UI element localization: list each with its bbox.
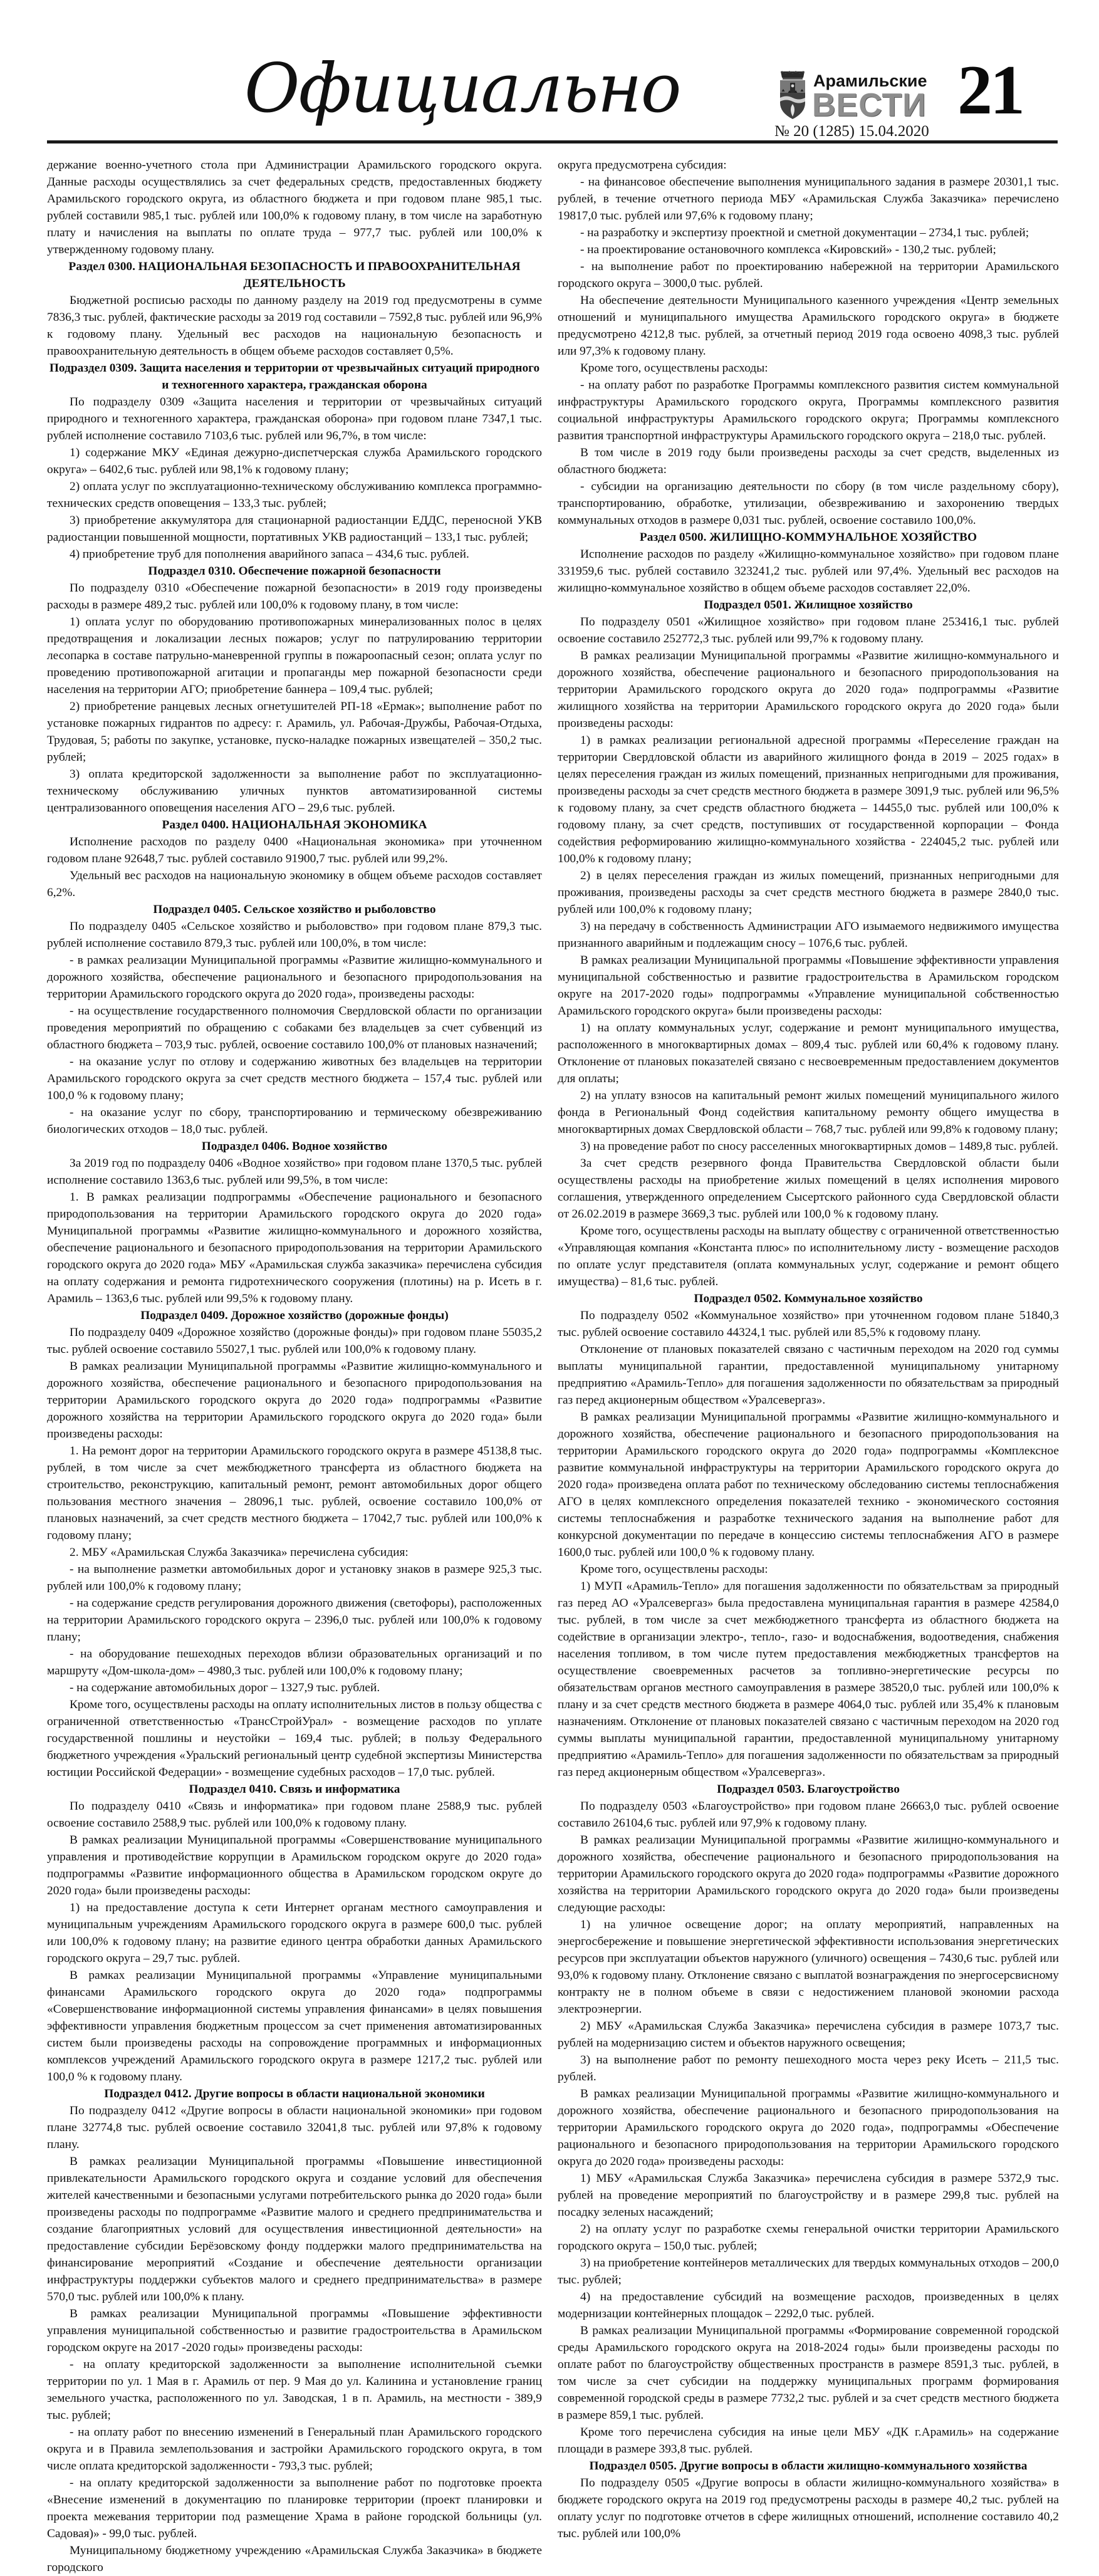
section-heading: Раздел 0500. ЖИЛИЩНО-КОММУНАЛЬНОЕ ХОЗЯЙСТВО xyxy=(639,531,977,544)
body-paragraph: В рамках реализации Муниципальной программы «Совершенствование муниципального управления и противодействие коррупции в Арамильском городском округе до 2020 года» подпрограммы «Развитие информационного общества в Арамильском городском округе до 2020 года» были произведены расходы: xyxy=(47,1833,542,1897)
body-paragraph: Исполнение расходов по разделу «Жилищно-коммунальное хозяйство» при годовом плане 331959,6 тыс. рублей составило 323241,2 тыс. рублей или 97,4%. Удельный вес расходов на жилищно-коммунальное хозяйство в общем объеме расходов составляет 22,0%. xyxy=(558,548,1059,595)
body-paragraph: 1. На ремонт дорог на территории Арамильского городского округа в размере 45138,8 тыс. рублей, в том числе за счет межбюджетного трансферта из областного бюджета на строительство, реконструкцию, капитальный ремонт, ремонт автомобильных дорог общего пользования местного значения – 28096,1 тыс. рублей, освоение составило 100,0% от плановых назначений, за счет средств местного бюджета – 17042,7 тыс. рублей или 100,0% к годовому плану; xyxy=(47,1444,542,1542)
body-paragraph: 1) на оплату коммунальных услуг, содержание и ремонт муниципального имущества, расположенного в многоквартирных домах – 809,4 тыс. рублей или 60,4% к годовому плану. Отклонение от плановых показателей связано с несвоевременным предоставлением документов для оплаты; xyxy=(558,1021,1059,1085)
masthead xyxy=(0,0,1099,155)
body-paragraph: 3) на передачу в собственность Администрации АГО изымаемого недвижимого имущества признанного аварийным и подлежащим сносу – 1076,6 тыс. рублей. xyxy=(558,920,1059,950)
section-heading: Подраздел 0502. Коммунальное хозяйство xyxy=(694,1292,923,1305)
body-paragraph: Исполнение расходов по разделу 0400 «Национальная экономика» при уточненном годовом плане 92648,7 тыс. рублей составило 91900,7 тыс. рублей или 99,2%. xyxy=(47,835,542,865)
body-paragraph: В рамках реализации Муниципальной программы «Формирование современной городской среды Арамильского городского округа на 2018-2024 годы» были произведены расходы по оплате работ по благоустройству общественных пространств в размере 8591,3 тыс. рублей, в том числе за счет субсидии на поддержку муниципальных программ формирования современной городской среды в размере 7732,2 тыс. рублей и за счет средств местного бюджета в размере 859,1 тыс. рублей. xyxy=(558,2324,1059,2422)
body-paragraph: Кроме того перечислена субсидия на иные цели МБУ «ДК г.Арамиль» на содержание площади в размере 393,8 тыс. рублей. xyxy=(558,2426,1059,2456)
body-paragraph: - на разработку и экспертизу проектной и сметной документации – 2734,1 тыс. рублей; xyxy=(580,226,1029,239)
page-number: 21 xyxy=(957,51,1023,129)
body-paragraph: - на финансовое обеспечение выполнения муниципального задания в размере 20301,1 тыс. рублей, в течение отчетного периода МБУ «Арамильская Служба Заказчика» перечислено 19817,0 тыс. рублей или 97,6% к годовому плану; xyxy=(558,175,1059,222)
body-paragraph: 1) МУП «Арамиль-Тепло» для погашения задолженности по обязательствам за природный газ перед АО «Уралсевергаз» была предоставлена муниципальная гарантия в размере 42584,0 тыс. рублей, в том числе за счет межбюджетного трансферта из областного бюджета на содействие в организации электро-, тепло-, газо- и водоснабжения, водоотведения, снабжения населения топливом, в том числе путем предоставления межбюджетных трансфертов на осуществление своевременных расчетов за топливно-энергетические ресурсы по обязательствам органов местного самоуправления в размере 38520,0 тыс. рублей или 100,0% к плану и за счет средств местного бюджета в размере 4064,0 тыс. рублей или 35,4% к плановым назначениям. Отклонение от плановых показателей связано с частичным переходом на 2020 год суммы выплаты муниципальной гарантии, предоставленной муниципальному унитарному предприятию «Арамиль-Тепло» для погашения задолженности по обязательствам за природный газ перед акционерным обществом «Уралсевергаз». xyxy=(558,1580,1059,1779)
body-paragraph: 1) на уличное освещение дорог; на оплату мероприятий, направленных на энергосбережение и повышение энергетической эффективности использования энергетических ресурсов при эксплуатации объектов наружного (уличного) освещения – 7430,6 тыс. рублей или 93,0% к годовому плану. Отклонение связано с выплатой вознаграждения по энергосерсвисному контракту не в полном объеме в связи с недостижением плановой экономии расхода электроэнергии. xyxy=(558,1918,1059,2016)
body-paragraph: - в рамках реализации Муниципальной программы «Развитие жилищно-коммунального и дорожного хозяйства, обеспечение рационального и безопасного природопользования на территории Арамильского городского округа до 2020 года», произведены расходы: xyxy=(47,954,542,1001)
body-paragraph: - на оборудование пешеходных переходов вблизи образовательных организаций и по маршруту «Дом-школа-дом» – 4980,3 тыс. рублей или 100,0% к годовому плану; xyxy=(47,1647,542,1677)
newspaper-name-bottom: ВЕСТИ xyxy=(812,87,927,123)
body-paragraph: - на осуществление государственного полномочия Свердловской области по организации проведения мероприятий по обращению с собаками без владельцев за счет субвенций из областного бюджета – 703,9 тыс. рублей, освоение составило 100,0% от плановых назначений; xyxy=(47,1004,542,1051)
issue-info: № 20 (1285) 15.04.2020 xyxy=(774,123,929,140)
body-paragraph: По подразделу 0505 «Другие вопросы в области жилищно-коммунального хозяйства» в бюджете городского округа на 2019 год предусмотрены расходы в размере 40,2 тыс. рублей на оплату услуг по подготовке отчетов в сфере жилищных отношений, исполнение составило 40,2 тыс. рублей или 100,0% xyxy=(558,2476,1059,2540)
body-paragraph: В рамках реализации Муниципальной программы «Повышение эффективности управления муниципальной собственностью и развитие градостроительства в Арамильском городском округе на 2017 -2020 годы» произведены расходы: xyxy=(47,2307,542,2354)
body-paragraph: В рамках реализации Муниципальной программы «Развитие жилищно-коммунального и дорожного хозяйства, обеспечение рационального и безопасного природопользования на территории Арамильского городского округа до 2020 года» подпрограммы «Развитие дорожного хозяйства на территории Арамильского городского округа до 2020 года» были произведены расходы: xyxy=(47,1360,542,1441)
section-heading: Подраздел 0309. Защита населения и территории от чрезвычайных ситуаций природного и техногенного характера, гражданская оборона xyxy=(49,362,540,392)
body-paragraph: Муниципальному бюджетному учреждению «Арамильская Служба Заказчика» в бюджете городского xyxy=(47,2544,542,2574)
body-paragraph: На обеспечение деятельности Муниципального казенного учреждения «Центр земельных отношений и муниципального имущества Арамильского городского округа» в бюджете предусмотрено 4212,8 тыс. рублей, за отчетный период 2019 года освоено 4098,3 тыс. рублей или 97,3% к годовому плану. xyxy=(558,294,1059,358)
body-paragraph: В том числе в 2019 году были произведены расходы за счет средств, выделенных из областного бюджета: xyxy=(558,446,1059,476)
body-paragraph: 1) в рамках реализации региональной адресной программы «Переселение граждан на территории Свердловской области из аварийного жилищного фонда в 2019 – 2025 годах» в целях переселения граждан из жилых помещений, признанных непригодными для проживания, произведены расходы за счет средств местного бюджета в размере 3091,9 тыс. рублей или 96,5% к годовому плану, за счет средств областного бюджета – 14455,0 тыс. рублей или 100,0% к годовому плану, за счет средств, поступивших от государственной корпорации – Фонда содействия реформированию жилищно-коммунального хозяйства - 224045,2 тыс. рублей или 100,0% к годовому плану; xyxy=(558,734,1059,865)
section-heading: Раздел 0300. НАЦИОНАЛЬНАЯ БЕЗОПАСНОСТЬ И ПРАВООХРАНИТЕЛЬНАЯ ДЕЯТЕЛЬНОСТЬ xyxy=(68,260,521,290)
body-paragraph: За счет средств резервного фонда Правительства Свердловской области были осуществлены расходы на приобретение жилых помещений в целях исполнения мирового соглашения, утвержденного определением Сысертского районного суда Свердловской области от 26.02.2019 в размере 3669,3 тыс. рублей или 100,0 % к годовому плану. xyxy=(558,1157,1059,1221)
body-paragraph: - на выполнение работ по проектированию набережной на территории Арамильского городского округа – 3000,0 тыс. рублей. xyxy=(558,260,1059,290)
body-paragraph: Кроме того, осуществлены расходы: xyxy=(580,362,768,375)
body-paragraph: 3) на проведение работ по сносу расселенных многоквартирных домов – 1489,8 тыс. рублей. xyxy=(580,1140,1058,1153)
body-paragraph: Кроме того, осуществлены расходы на оплату исполнительных листов в пользу общества с ограниченной ответственностью «ТрансСтройУрал» - возмещение расходов по уплате государственной пошлины и неустойки – 169,4 тыс. рублей; в пользу Федерального бюджетного учреждения «Уральский региональный центр судебной экспертизы Министерства юстиции Российской Федерации» - возмещение судебных расходов – 17,0 тыс. рублей. xyxy=(47,1698,542,1779)
section-heading: Подраздел 0405. Сельское хозяйство и рыболовство xyxy=(153,903,436,916)
body-paragraph: - на оказание услуг по отлову и содержанию животных без владельцев на территории Арамильского городского округа за счет средств местного бюджета – 157,4 тыс. рублей или 100,0 % к годовому плану; xyxy=(47,1055,542,1102)
body-paragraph: 1) МБУ «Арамильская Служба Заказчика» перечислена субсидия в размере 5372,9 тыс. рублей на проведение мероприятий по благоустройству и в размере 299,8 тыс. рублей на посадку зеленых насаждений; xyxy=(558,2172,1059,2219)
body-paragraph: 2) на уплату взносов на капитальный ремонт жилых помещений муниципального жилого фонда в Региональный Фонд содействия капитальному ремонту общего имущества в многоквартирных домах Свердловской области – 768,7 тыс. рублей или 99,8% к годовому плану; xyxy=(558,1089,1059,1136)
body-paragraph: - на содержание автомобильных дорог – 1327,9 тыс. рублей. xyxy=(70,1681,380,1694)
body-paragraph: 1) оплата услуг по оборудованию противопожарных минерализованных полос в целях предотвращения и локализации лесных пожаров; услуг по патрулированию территории лесопарка в составе патрульно-маневренной группы в пожароопасный сезон; оплата услуг по проведению противопожарной агитации и пропаганды мер пожарной безопасности среди населения на территории АГО; приобретение баннера – 109,4 тыс. рублей; xyxy=(47,615,542,696)
left-column xyxy=(47,157,542,2576)
body-paragraph: Отклонение от плановых показателей связано с частичным переходом на 2020 год суммы выплаты муниципальной гарантии, предоставленной муниципальному унитарному предприятию «Арамиль-Тепло» для погашения задолженности по обязательствам за природный газ перед акционерным обществом «Уралсевергаз». xyxy=(558,1343,1059,1407)
body-paragraph: 2) приобретение ранцевых лесных огнетушителей РП-18 «Ермак»; выполнение работ по установке пожарных гидрантов по адресу: г. Арамиль, ул. Рабочая-Дружбы, Рабочая-Отдыха, Трудовая, 5; работы по закупке, установке, пуско-наладке пожарных извещателей – 350,2 тыс. рублей; xyxy=(47,700,542,764)
body-paragraph: 3) на приобретение контейнеров металлических для твердых коммунальных отходов – 200,0 тыс. рублей; xyxy=(558,2256,1059,2287)
body-paragraph: 1) на предоставление доступа к сети Интернет органам местного самоуправления и муниципальным учреждениям Арамильского городского округа в размере 600,0 тыс. рублей или 100,0% к годовому плану; на развитие единого центра обработки данных Арамильского городского округа – 29,7 тыс. рублей. xyxy=(47,1901,542,1965)
body-paragraph: Кроме того, осуществлены расходы: xyxy=(580,1563,768,1576)
body-paragraph: По подразделу 0502 «Коммунальное хозяйство» при уточненном годовом плане 51840,3 тыс. рублей освоение составило 44324,1 тыс. рублей или 85,5% к годовому плану. xyxy=(558,1309,1059,1339)
body-paragraph: По подразделу 0310 «Обеспечение пожарной безопасности» в 2019 году произведены расходы в размере 489,2 тыс. рублей или 100,0% к годовому плану, в том числе: xyxy=(47,581,542,612)
body-paragraph: 2) МБУ «Арамильская Служба Заказчика» перечислена субсидия в размере 1073,7 тыс. рублей на модернизацию систем и объектов наружного освещения; xyxy=(558,2020,1059,2050)
body-paragraph: В рамках реализации Муниципальной программы «Развитие жилищно-коммунального и дорожного хозяйства, обеспечение рационального и безопасного природопользования на территории Арамильского городского округа до 2020 года» подпрограммы «Развитие жилищного хозяйства на территории Арамильского городского округа до 2020 года» были произведены расходы: xyxy=(558,649,1059,730)
body-paragraph: 2) оплата услуг по эксплуатационно-техническому обслуживанию комплекса программно-технических средств оповещения – 133,3 тыс. рублей; xyxy=(47,480,542,510)
body-paragraph: В рамках реализации Муниципальной программы «Повышение инвестиционной привлекательности Арамильского городского округа и создание условий для обеспечения жителей качественными и безопасными услугами потребительского рынка до 2020 года» были произведены расходы по подпрограмме «Развитие малого и среднего предпринимательства и создание благоприятных условий для осуществления инвестиционной деятельности» на предоставление субсидии Берёзовскому фонду поддержки малого предпринимательства на финансирование мероприятий «Создание и обеспечение деятельности организации инфраструктуры поддержки субъектов малого и среднего предпринимательства» в размере 570,0 тыс. рублей или 100,0% к плану. xyxy=(47,2155,542,2303)
body-paragraph: 1) содержание МКУ «Единая дежурно-диспетчерская служба Арамильского городского округа» – 6402,6 тыс. рублей или 98,1% к годовому плану; xyxy=(47,446,542,476)
section-heading: Раздел 0400. НАЦИОНАЛЬНАЯ ЭКОНОМИКА xyxy=(162,818,427,832)
body-paragraph: - на содержание средств регулирования дорожного движения (светофоры), расположенных на территории Арамильского городского округа – 2396,0 тыс. рублей или 100,0% к годовому плану; xyxy=(47,1597,542,1644)
body-paragraph: 2. МБУ «Арамильская Служба Заказчика» перечислена субсидия: xyxy=(70,1546,409,1559)
body-paragraph: По подразделу 0503 «Благоустройство» при годовом плане 26663,0 тыс. рублей освоение составило 26104,6 тыс. рублей или 97,9% к годовому плану. xyxy=(558,1800,1059,1830)
body-paragraph: - на оплату кредиторской задолженности за выполнение исполнительной съемки территории по ул. 1 Мая в г. Арамиль от пер. 9 Мая до ул. Калинина и установление границ земельного участка, расположенного по ул. Заводская, 1 в п. Арамиль, на местности - 389,9 тыс. рублей; xyxy=(47,2358,542,2422)
page-section-title: Официально xyxy=(244,50,680,128)
section-heading: Подраздел 0410. Связь и информатика xyxy=(189,1783,400,1796)
body-paragraph: 4) приобретение труб для пополнения аварийного запаса – 434,6 тыс. рублей. xyxy=(70,548,469,561)
body-paragraph: Бюджетной росписью расходы по данному разделу на 2019 год предусмотрены в сумме 7836,3 тыс. рублей, фактические расходы за 2019 год составили – 7592,8 тыс. рублей или 96,9% к годовому плану. Удельный вес расходов на национальную безопасность и правоохранительную деятельность в общем объеме расходов составляет 0,5%. xyxy=(47,294,542,358)
body-paragraph: 2) в целях переселения граждан из жилых помещений, признанных непригодными для проживания, произведены расходы за счет средств местного бюджета в размере 2840,0 тыс. рублей или 100,0% к годовому плану; xyxy=(558,869,1059,916)
body-paragraph: - на выполнение разметки автомобильных дорог и установку знаков в размере 925,3 тыс. рублей или 100,0% к годовому плану; xyxy=(47,1563,542,1593)
section-heading: Подраздел 0503. Благоустройство xyxy=(717,1783,900,1796)
body-paragraph: В рамках реализации Муниципальной программы «Развитие жилищно-коммунального и дорожного хозяйства, обеспечение рационального и безопасного природопользования на территории Арамильского городского округа до 2020 года», подпрограммы «Обеспечение рационального и безопасного природопользования на территории Арамильского городского округа до 2020 года» произведены расходы: xyxy=(558,2087,1059,2168)
body-paragraph: - на оплату работ по внесению изменений в Генеральный план Арамильского городского округа и в Правила землепользования и застройки Арамильского городского округа, в том числе оплата кредиторской задолженности - 793,3 тыс. рублей; xyxy=(47,2426,542,2473)
body-paragraph: 3) приобретение аккумулятора для стационарной радиостанции ЕДДС, переносной УКВ радиостанции повышенной мощности, портативных УКВ радиостанций – 133,1 тыс. рублей; xyxy=(47,514,542,544)
body-paragraph: держание военно-учетного стола при Администрации Арамильского городского округа. Данные расходы осуществлялись за счет федеральных средств, предоставленных бюджету Арамильского городского округа, из областного бюджета и при годовом плане 985,1 тыс. рублей составили 985,1 тыс. рублей или 100,0% к годовому плану, в том числе на заработную плату и начисления на выплаты по оплате труда – 977,7 тыс. рублей или 100,0% к утвержденному годовому плану. xyxy=(47,159,542,256)
body-paragraph: - на оплату работ по разработке Программы комплексного развития систем коммунальной инфраструктуры Арамильского городского округа, Программы комплексного развития социальной инфраструктуры Арамильского городского округа; Программы комплексного развития транспортной инфраструктуры Арамильского городского округа – 218,0 тыс. рублей. xyxy=(558,378,1059,442)
body-paragraph: Кроме того, осуществлены расходы на выплату обществу с ограниченной ответственностью «Управляющая компания «Константа плюс» по исполнительному листу - возмещение расходов по оплате услуг представителя (оплата коммунальных услуг, содержание и ремонт общего имущества) – 81,6 тыс. рублей. xyxy=(558,1224,1059,1288)
body-paragraph: По подразделу 0409 «Дорожное хозяйство (дорожные фонды)» при годовом плане 55035,2 тыс. рублей освоение составило 55027,1 тыс. рублей или 100,0% к годовому плану. xyxy=(47,1326,542,1356)
body-paragraph: - субсидии на организацию деятельности по сбору (в том числе раздельному сбору), транспортированию, обработке, утилизации, обезвреживанию и захоронению твердых коммунальных отходов в размере 0,031 тыс. рублей, освоение составило 100,0%. xyxy=(558,480,1059,527)
section-heading: Подраздел 0412. Другие вопросы в области национальной экономики xyxy=(104,2087,485,2100)
body-paragraph: - на проектирование остановочного комплекса «Кировский» - 130,2 тыс. рублей; xyxy=(580,243,996,256)
section-heading: Подраздел 0310. Обеспечение пожарной безопасности xyxy=(148,565,441,578)
right-column xyxy=(558,157,1059,2542)
body-paragraph: По подразделу 0412 «Другие вопросы в области национальной экономики» при годовом плане 32774,8 тыс. рублей освоение составило 32041,8 тыс. рублей или 97,8% к годовому плану. xyxy=(47,2104,542,2151)
body-paragraph: В рамках реализации Муниципальной программы «Развитие жилищно-коммунального и дорожного хозяйства, обеспечение рационального и безопасного природопользования на территории Арамильского городского округа до 2020 года» подпрограммы «Развитие дорожного хозяйства на территории Арамильского городского округа до 2020 года» были произведены следующие расходы: xyxy=(558,1833,1059,1914)
body-paragraph: В рамках реализации Муниципальной программы «Управление муниципальными финансами Арамильского городского округа до 2020 года» подпрограммы «Совершенствование информационной системы управления финансами» в целях повышения эффективности управления бюджетным процессом за счет применения автоматизированных систем были произведены расходы на сопровождение программных и информационных комплексов учреждений Арамильского городского округа в размере 1217,2 тыс. рублей или 100,0 % к годовому плану. xyxy=(47,1969,542,2083)
coat-of-arms-icon xyxy=(776,70,810,120)
body-paragraph: В рамках реализации Муниципальной программы «Развитие жилищно-коммунального и дорожного хозяйства, обеспечение рационального и безопасного природопользования на территории Арамильского городского округа до 2020 года» подпрограммы «Комплексное развитие коммунальной инфраструктуры на территории Арамильского городского округа до 2020 года» произведена оплата работ по техническому обследованию системы теплоснабжения АГО в целях комплексного определения показателей технико - экономического состояния системы теплоснабжения и разработке технического задания на выполнение работ для конкурсной документации по передаче в концессию системы теплоснабжения АГО в размере 1600,0 тыс. рублей или 100,0 % к годовому плану. xyxy=(558,1411,1059,1559)
body-paragraph: За 2019 год по подразделу 0406 «Водное хозяйство» при годовом плане 1370,5 тыс. рублей исполнение составило 1363,6 тыс. рублей или 99,5%, в том числе: xyxy=(47,1157,542,1187)
body-paragraph: 3) на выполнение работ по ремонту пешеходного моста через реку Исеть – 211,5 тыс. рублей. xyxy=(558,2053,1059,2083)
body-paragraph: По подразделу 0309 «Защита населения и территории от чрезвычайных ситуаций природного и техногенного характера, гражданская оборона» при годовом плане 7347,1 тыс. рублей исполнение составило 7103,6 тыс. рублей или 96,7%, в том числе: xyxy=(47,395,542,442)
body-paragraph: 1. В рамках реализации подпрограммы «Обеспечение рационального и безопасного природопользования на территории Арамильского городского округа до 2020 года» Муниципальной программы «Развитие жилищно-коммунального и дорожного хозяйства, обеспечение рационального и безопасного природопользования на территории Арамильского городского округа до 2020 года» МБУ «Арамильская служба заказчика» перечислена субсидия на оплату содержания и ремонта гидротехнического сооружения (плотины) на р. Исеть в г. Арамиль – 1363,6 тыс. рублей или 99,5% к годовому плану. xyxy=(47,1191,542,1305)
section-heading: Подраздел 0505. Другие вопросы в области жилищно-коммунального хозяйства xyxy=(589,2459,1028,2473)
masthead-rule xyxy=(47,140,1058,143)
body-paragraph: округа предусмотрена субсидия: xyxy=(558,159,727,172)
article-body xyxy=(47,157,1059,2576)
body-paragraph: - на оплату кредиторской задолженности за выполнение работ по подготовке проекта «Внесение изменений в документацию по планировке территории (проект планировки и проекта межевания территории под размещение Храма в районе городской больницы (ул. Садовая)» - 99,0 тыс. рублей. xyxy=(47,2476,542,2540)
body-paragraph: 4) на предоставление субсидий на возмещение расходов, произведенных в целях модернизации контейнерных площадок – 2292,0 тыс. рублей. xyxy=(558,2290,1059,2320)
newspaper-name-top: Арамильские xyxy=(813,71,927,90)
body-paragraph: 2) на оплату услуг по разработке схемы генеральной очистки территории Арамильского городского округа – 150,0 тыс. рублей; xyxy=(558,2223,1059,2253)
body-paragraph: По подразделу 0405 «Сельское хозяйство и рыболовство» при годовом плане 879,3 тыс. рублей исполнение составило 879,3 тыс. рублей или 100,0%, в том числе: xyxy=(47,920,542,950)
body-paragraph: Удельный вес расходов на национальную экономику в общем объеме расходов составляет 6,2%. xyxy=(47,869,542,899)
body-paragraph: В рамках реализации Муниципальной программы «Повышение эффективности управления муниципальной собственностью и развитие градостроительства в Арамильском городском округе на 2017-2020 годы» подпрограммы «Управление муниципальной собственностью Арамильского городского округа» были произведены расходы: xyxy=(558,954,1059,1018)
body-paragraph: - на оказание услуг по сбору, транспортированию и термическому обезвреживанию биологических отходов – 18,0 тыс. рублей. xyxy=(47,1106,542,1136)
section-heading: Подраздел 0501. Жилищное хозяйство xyxy=(704,598,913,612)
body-paragraph: По подразделу 0501 «Жилищное хозяйство» при годовом плане 253416,1 тыс. рублей освоение составило 252772,3 тыс. рублей или 99,7% к годовому плану. xyxy=(558,615,1059,645)
body-paragraph: 3) оплата кредиторской задолженности за выполнение работ по эксплуатационно- техническому обслуживанию уличных пунктов автоматизированной системы централизованного оповещения населения АГО – 29,6 тыс. рублей. xyxy=(47,768,542,815)
section-heading: Подраздел 0406. Водное хозяйство xyxy=(201,1140,388,1153)
section-heading: Подраздел 0409. Дорожное хозяйство (дорожные фонды) xyxy=(140,1309,449,1322)
body-paragraph: По подразделу 0410 «Связь и информатика» при годовом плане 2588,9 тыс. рублей освоение составило 2588,9 тыс. рублей или 100,0% к годовому плану. xyxy=(47,1800,542,1830)
